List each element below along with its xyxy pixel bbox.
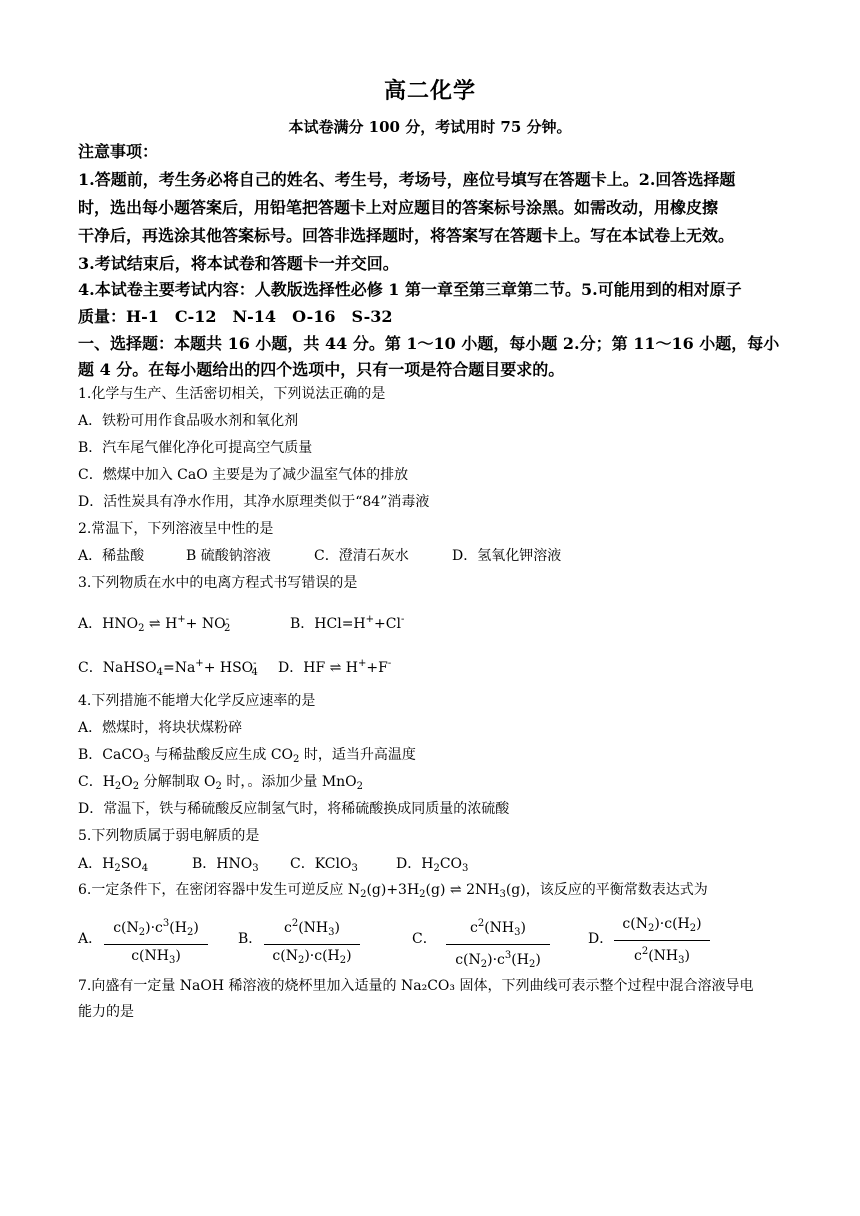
- option-label: B．: [192, 856, 217, 872]
- equation: NaHSO$_4$=Na++ $HSO^-_4$: [102, 658, 258, 678]
- question-6-option-c-label: C．: [412, 931, 437, 947]
- question-3-option-a: [78, 610, 230, 639]
- question-5-stem: 5.下列物质属于弱电解质的是: [78, 828, 260, 844]
- question-3-option-d: [278, 654, 391, 678]
- question-2-option-a: A．稀盐酸: [78, 548, 145, 564]
- notice-line: 3.考试结束后，将本试卷和答题卡一并交回。: [78, 254, 399, 273]
- question-6-option-b-fraction: $c^2(NH_3)$ $c(N_2)\cdot c(H_2)$: [264, 914, 360, 971]
- notice-line: 1.答题前，考生务必将自己的姓名、考生号，考场号，座位号填写在答题卡上。2.回答选择题: [78, 170, 736, 189]
- question-4-option-d: D．常温下，铁与稀硫酸反应制氢气时，将稀硫酸换成同质量的浓硫酸: [78, 801, 510, 817]
- question-6-option-b-label: B．: [238, 931, 263, 947]
- question-7-stem: 7.向盛有一定量 NaOH 稀溶液的烧杯里加入适量的 Na₂CO₃ 固体，下列曲线可表示整个过程中混合溶液导电: [78, 978, 754, 994]
- question-3-option-c: [78, 654, 258, 683]
- notice-line: 时，选出每小题答案后，用铅笔把答题卡上对应题目的答案标号涂黑。如需改动，用橡皮擦: [78, 198, 719, 217]
- question-7-stem: 能力的是: [78, 1004, 134, 1020]
- question-5-option-d: D．$H_2CO_3$: [396, 856, 469, 874]
- question-2-option-b: B 硫酸钠溶液: [186, 548, 271, 564]
- option-label: D．: [396, 856, 422, 872]
- question-5-option-a: A．$H_2SO_4$: [78, 856, 149, 874]
- question-4-stem: 4.下列措施不能增大化学反应速率的是: [78, 693, 316, 709]
- stem-text: ，该反应的平衡常数表达式为: [525, 882, 708, 898]
- option-label: A．: [78, 856, 103, 872]
- question-1-option-b: B．汽车尾气催化净化可提高空气质量: [78, 440, 313, 456]
- question-6-option-d-fraction: $c(N_2)\cdot c(H_2)$ $c^2(NH_3)$: [614, 914, 710, 971]
- question-4-option-a: A．燃煤时，将块状煤粉碎: [78, 720, 243, 736]
- question-1-option-d: D．活性炭具有净水作用，其净水原理类似于“84”消毒液: [78, 494, 430, 510]
- option-label: A．: [78, 616, 103, 632]
- option-label: C．: [290, 856, 315, 872]
- notice-line: 干净后，再选涂其他答案标号。回答非选择题时，将答案写在答题卡上。写在本试卷上无效。: [78, 226, 735, 245]
- equation: $HNO_2$ ⇌ $H^++ NO^-_2$: [102, 614, 231, 634]
- page-subtitle: 本试卷满分 100 分，考试用时 75 分钟。: [288, 118, 572, 136]
- question-1-option-c: C．燃煤中加入 CaO 主要是为了减少温室气体的排放: [78, 467, 409, 483]
- question-6-option-d-label: D．: [588, 931, 614, 947]
- equation: HF ⇌ H++F-: [303, 658, 392, 676]
- page-title: 高二化学: [383, 78, 476, 104]
- section-heading: 题 4 分。在每小题给出的四个选项中，只有一项是符合题目要求的。: [78, 360, 565, 379]
- question-4-option-c: C．$H_2O_2$ 分解制取 $O_2$ 时，。添加少量 MnO$_2$: [78, 774, 364, 792]
- question-1-stem: 1.化学与生产、生活密切相关，下列说法正确的是: [78, 386, 386, 402]
- question-3-stem: 3.下列物质在水中的电离方程式书写错误的是: [78, 575, 358, 591]
- question-2-stem: 2.常温下，下列溶液呈中性的是: [78, 521, 274, 537]
- question-5-option-c: C．KClO$_3$: [290, 856, 358, 874]
- question-6-option-a-label: A．: [78, 931, 103, 947]
- question-3-option-b: [290, 610, 404, 634]
- stem-text: 6.一定条件下，在密闭容器中发生可逆反应: [78, 882, 348, 898]
- equation: HCl=H++Cl-: [314, 614, 405, 632]
- notice-line: 4.本试卷主要考试内容：人教版选择性必修 1 第一章至第三章第二节。5.可能用到的相对原子: [78, 280, 742, 299]
- question-2-option-c: C．澄清石灰水: [314, 548, 409, 564]
- question-4-option-b: B．CaCO$_3$ 与稀盐酸反应生成 $CO_2$ 时，适当升高温度: [78, 747, 416, 765]
- notice-line: 质量：H-1 C-12 N-14 O-16 S-32: [78, 307, 393, 326]
- option-label: B．: [290, 616, 315, 632]
- question-6-option-c-fraction: $c^2(NH_3)$ $c(N_2)\cdot c^3(H_2)$: [446, 914, 550, 975]
- question-2-option-d: D．氢氧化钾溶液: [452, 548, 562, 564]
- question-6-stem: 6.一定条件下，在密闭容器中发生可逆反应 $N_2(g)+3H_2(g)$ ⇌ $2NH_3(g)$，该反应的平衡常数表达式为: [78, 882, 708, 900]
- notice-heading: 注意事项：: [78, 142, 159, 161]
- question-1-option-a: A．铁粉可用作食品吸水剂和氧化剂: [78, 413, 299, 429]
- option-label: C．: [78, 660, 103, 676]
- question-5-option-b: B．$HNO_3$: [192, 856, 259, 874]
- section-heading: 一、选择题：本题共 16 小题，共 44 分。第 1～10 小题，每小题 2.分；第 11～16 小题，每小: [78, 334, 780, 353]
- question-6-option-a-fraction: $c(N_2)\cdot c^3(H_2)$ $c(NH_3)$: [104, 914, 208, 971]
- option-label: D．: [278, 660, 304, 676]
